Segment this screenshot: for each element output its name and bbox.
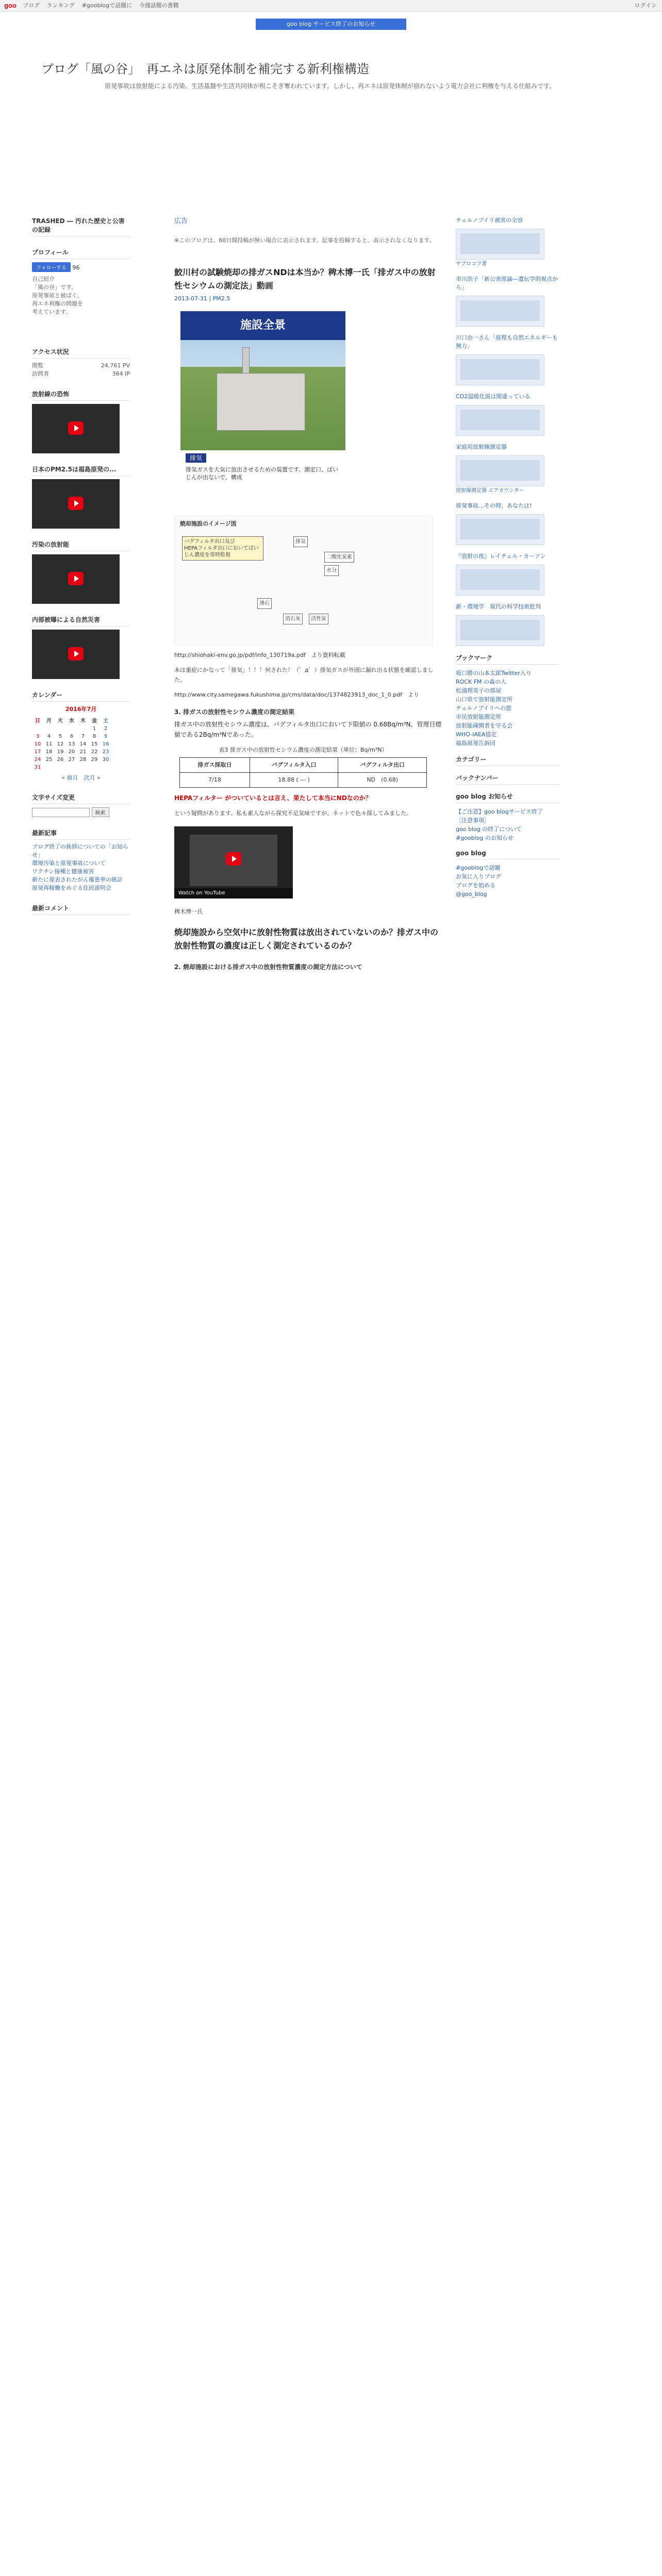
video-thumbnail[interactable] — [32, 630, 120, 679]
comments-title: 最新コメント — [32, 904, 130, 915]
table-header: バグフィルタ出口 — [338, 758, 427, 773]
blog-description: 原発事故は放射能による汚染、生活基盤や生活共同体が根こそぎ奪われています。しかし、再エネは原発体制が崩れないよう電力会社に利権を与える仕組みです。 — [104, 82, 556, 90]
goo-notice-link[interactable]: goo blog の終了について — [456, 826, 522, 833]
body-paragraph: 本は重症にかなって「排気」！！！何された！（゜д゜）排気ガスが外国に漏れ出る状態を確認しました。 — [174, 667, 434, 683]
recent-item[interactable]: 環境汚染と原発事故について — [32, 860, 106, 867]
calendar-day — [32, 725, 43, 733]
book-banner[interactable] — [456, 455, 544, 486]
calendar-day — [66, 764, 77, 771]
right-item-title[interactable]: 家庭用放射線測定器 — [456, 444, 507, 450]
goo-notice-link[interactable]: 【ご注意】goo blogサービス終了 — [456, 808, 543, 815]
recent-item[interactable]: ブログ終了の挨拶についての「お知らせ」 — [32, 843, 128, 858]
result-table — [179, 757, 427, 788]
caption-text: 排気ガスを大気に放出させるための装置です。測定口、ばいじんが出ないで、構成 — [186, 466, 339, 481]
source-link[interactable]: http://www.city.samegawa.fukushima.jp/cms/data/doc/1374823913_doc_1_0.pdf より — [174, 691, 419, 698]
bookmark-link[interactable]: WHO-IAEA協定 — [456, 731, 497, 738]
bookmark-title: ブックマーク — [456, 653, 559, 665]
access-title: アクセス状況 — [32, 347, 130, 359]
diagram-text: HEPAフィルタ出口においてばいじん濃度を常時監視 — [184, 546, 259, 558]
video-title[interactable]: 日本のPM2.5は福島原発の... — [32, 465, 130, 476]
table-cell: 18.88 ( ― ) — [250, 773, 338, 788]
calendar-day[interactable]: 18 — [45, 749, 53, 755]
profile-line: 再エネ利権の問題を — [32, 300, 83, 307]
main-content — [174, 216, 442, 974]
calendar-day[interactable]: 14 — [79, 741, 87, 747]
bookmark-link[interactable]: 松浦理英子の部屋 — [456, 687, 501, 694]
recent-item[interactable]: ワクチン接種と健康被害 — [32, 868, 94, 875]
goo-logo[interactable]: goo — [4, 2, 16, 9]
calendar-day — [43, 725, 55, 733]
calendar-day[interactable]: 28 — [79, 757, 87, 762]
diagram-label: 消石灰 — [283, 614, 303, 624]
top-link-ranking[interactable]: ランキング — [46, 2, 75, 9]
calendar-day — [100, 764, 111, 771]
table-header: 排ガス採取日 — [180, 758, 250, 773]
access-label: 訪問者 — [32, 370, 49, 377]
access-value: 24,761 PV — [101, 362, 130, 369]
diagram-label — [182, 536, 263, 561]
diagram-label: 沸石 — [257, 598, 272, 609]
play-icon[interactable] — [68, 647, 84, 660]
right-item[interactable] — [456, 393, 559, 436]
search-input[interactable] — [32, 808, 90, 817]
right-item[interactable] — [456, 502, 559, 545]
right-item-title[interactable]: チェルノブイリ被害の全容 — [456, 217, 523, 224]
facility-building — [217, 373, 305, 431]
calendar-table — [32, 715, 111, 771]
calendar-day[interactable]: 24 — [34, 757, 41, 762]
diagram-label: 排気 — [293, 536, 308, 547]
calendar-day[interactable]: 5 — [58, 734, 62, 739]
bookmark-link[interactable]: ROCK FM の森の人 — [456, 679, 507, 685]
calendar-day[interactable]: 26 — [57, 757, 64, 762]
calendar-day[interactable]: 1 — [92, 726, 96, 732]
diagram-label: 水分 — [324, 565, 339, 576]
profile-line: 考えています。 — [32, 309, 72, 315]
profile-title: プロフィール — [32, 248, 130, 259]
right-item[interactable] — [456, 552, 559, 596]
calendar-day — [89, 764, 100, 771]
recent-item[interactable]: 原発再稼働をめぐる住民説明会 — [32, 885, 111, 891]
trashed-title[interactable]: TRASHED ― 汚れた歴史と公害の記録 — [32, 216, 130, 236]
section-heading: 2. 焼却施設における排ガス中の放射性物質濃度の測定方法について — [174, 963, 362, 971]
article-heading: 焼却施設から空気中に放射性物質は放出されていないのか？排ガス中の放射性物質の濃度は正しく測定されているのか？ — [174, 927, 439, 951]
author-name: 稗木博一氏 — [174, 908, 203, 915]
play-icon[interactable] — [226, 852, 241, 866]
calendar-day — [66, 725, 77, 733]
follow-button[interactable]: フォローする — [32, 262, 71, 272]
book-banner[interactable] — [456, 615, 544, 646]
video-frame[interactable] — [190, 835, 277, 886]
calendar-day[interactable]: 29 — [91, 757, 98, 762]
calendar-day[interactable]: 30 — [102, 757, 109, 762]
expire-note: ※このブログは、60日間投稿が無い場合に表示されます。記事を投稿すると、表示されなくなります。 — [174, 237, 435, 244]
bookmark-link[interactable]: 坂口勝の山本太郎Twitter入り — [456, 670, 532, 676]
right-item-title[interactable]: 川口由一さん「原理も自然エネルギーも無力」 — [456, 334, 558, 349]
calendar-day[interactable]: 8 — [92, 734, 96, 739]
caption-head: 排気 — [186, 453, 206, 463]
diagram-title: 焼却施設のイメージ図 — [180, 520, 237, 527]
book-banner[interactable] — [456, 565, 544, 596]
calendar-day — [77, 764, 89, 771]
access-label: 閲覧 — [32, 362, 43, 369]
video-thumbnail[interactable] — [32, 404, 120, 453]
goo-notice-link[interactable]: #gooblog のお知らせ — [456, 835, 514, 841]
top-link-books[interactable]: 今週話題の書籍 — [139, 2, 179, 9]
play-icon[interactable] — [68, 497, 84, 510]
goo-blog-link[interactable]: #gooblogで話題 — [456, 865, 501, 871]
search-title: 文字サイズ変更 — [32, 793, 130, 804]
bookmark-list — [456, 669, 559, 748]
facility-diagram — [174, 515, 433, 645]
right-item-title[interactable]: 市川浩子「新公害原論―遺伝学的視点から」 — [456, 276, 558, 291]
video-thumbnail[interactable] — [32, 554, 120, 604]
bookmark-link[interactable]: 福島原発告訴団 — [456, 740, 495, 747]
highlight-question: HEPAフィルター がついているとは言え、果たして本当にNDなのか？ — [174, 794, 372, 802]
service-notice-link[interactable]: goo blog サービス終了のお知らせ — [256, 19, 406, 30]
calendar-day[interactable]: 19 — [57, 749, 64, 755]
book-banner[interactable] — [456, 229, 544, 260]
calendar-weekday: 土 — [103, 718, 108, 724]
result-text: 排ガス中の放射性セシウム濃度は、バグフィルタ出口において下限値の 0.68Bq/m³N、管理目標値である2Bq/m³Nであった。 — [174, 721, 442, 738]
goo-notice-link[interactable]: ［注意事項］ — [456, 817, 490, 824]
ad-label: 広告 — [174, 217, 188, 225]
calendar-day[interactable]: 6 — [70, 734, 74, 739]
calendar-weekday: 金 — [92, 718, 97, 724]
calendar-day[interactable]: 21 — [79, 749, 87, 755]
source-link[interactable]: http://shiohaki-env.go.jp/pdf/info_130719a.pdf より資料転載 — [174, 652, 345, 658]
calendar-day[interactable]: 13 — [68, 741, 75, 747]
right-item-title[interactable]: 新・環境学 現代の科学技術批判 — [456, 603, 541, 610]
section-heading: 3. 排ガスの放射性セシウム濃度の測定結果 — [174, 708, 294, 716]
profile-line: 原発事故と被ばく、 — [32, 292, 83, 299]
blog-title[interactable]: ブログ「風の谷」 再エネは原発体制を補完する新利権構造 — [41, 62, 369, 76]
right-item-caption[interactable]: 放射線測定器 エアカウンター — [456, 488, 524, 494]
calendar-day[interactable]: 9 — [104, 734, 108, 739]
table-caption: 表3 排ガス中の放射性セシウム濃度の測定結果（単位：Bq/m³N） — [219, 747, 388, 753]
bookmark-link[interactable]: 山口県で放射能測定所 — [456, 696, 512, 703]
calendar-day[interactable]: 16 — [102, 741, 109, 747]
right-item-title[interactable]: 原発事故…その時、あなたは! — [456, 502, 532, 509]
video-thumbnail[interactable] — [32, 479, 120, 529]
table-cell: ND (0.68) — [338, 773, 427, 788]
bookmark-link[interactable]: 放射能疎開者を守る会 — [456, 722, 512, 729]
calendar-day[interactable]: 22 — [91, 749, 98, 755]
goo-blog-link[interactable]: ブログを始める — [456, 882, 495, 889]
calendar-day[interactable]: 12 — [57, 741, 64, 747]
calendar-weekday: 日 — [35, 718, 40, 724]
backnumber-title: バックナンバー — [456, 773, 559, 785]
book-banner[interactable] — [456, 405, 544, 436]
calendar-weekday: 木 — [80, 718, 86, 724]
post-date[interactable]: 2013-07-31 | PM2.5 — [174, 295, 230, 302]
video-bar[interactable]: Watch on YouTube — [174, 888, 293, 899]
calendar-day[interactable]: 17 — [34, 749, 41, 755]
calendar-day[interactable]: 10 — [34, 741, 41, 747]
profile-line: 「風の谷」です。 — [32, 284, 77, 291]
right-item[interactable] — [456, 603, 559, 646]
calendar-day[interactable]: 15 — [91, 741, 98, 747]
calendar-day[interactable]: 25 — [45, 757, 53, 762]
calendar-day[interactable]: 2 — [104, 726, 108, 732]
play-icon[interactable] — [68, 421, 84, 435]
right-item[interactable] — [456, 275, 559, 327]
calendar-day — [55, 764, 66, 771]
top-bar — [0, 0, 662, 12]
table-header: バグフィルタ入口 — [250, 758, 338, 773]
facility-photo — [180, 311, 345, 497]
right-item-caption[interactable]: ヤブロコフ著 — [456, 261, 487, 267]
calendar-day[interactable]: 7 — [81, 734, 85, 739]
goo-blog-link[interactable]: お気に入りブログ — [456, 873, 501, 880]
category-title: カテゴリー — [456, 755, 559, 766]
bookmark-link[interactable]: チェルノブイリへの旅 — [456, 705, 512, 711]
calendar-weekday: 火 — [58, 718, 63, 724]
photo-banner: 施設全景 — [180, 311, 345, 340]
book-banner[interactable] — [456, 296, 544, 327]
embedded-video[interactable] — [174, 826, 293, 899]
diagram-text: バグフィルタ出口及び — [184, 539, 235, 545]
calendar-day[interactable]: 4 — [47, 734, 51, 739]
right-item[interactable] — [456, 443, 559, 495]
book-banner[interactable] — [456, 514, 544, 545]
calendar-weekday: 水 — [69, 718, 74, 724]
calendar-title: カレンダー — [32, 690, 130, 702]
recent-item[interactable]: 新たに発表されたがん罹患率の統計 — [32, 876, 123, 883]
right-item[interactable] — [456, 334, 559, 385]
diagram-label: 二酸化炭素 — [324, 552, 354, 563]
goo-blog-link[interactable]: @goo_blog — [456, 891, 487, 897]
goo-blog-title: goo blog — [456, 850, 559, 859]
calendar-day — [77, 725, 89, 733]
calendar-day[interactable]: 20 — [68, 749, 75, 755]
calendar-nav[interactable]: « 前月 次月 » — [61, 774, 101, 781]
calendar-day — [43, 764, 55, 771]
video-title[interactable]: 内部被曝による自然災害 — [32, 615, 130, 626]
calendar-day — [55, 725, 66, 733]
top-links — [23, 0, 184, 11]
body-paragraph: という疑問があります。私も素人ながら探究不足気味ですが、ネットで色々探してみました。 — [174, 810, 412, 817]
result-table-box — [174, 745, 432, 788]
calendar-day[interactable]: 27 — [68, 757, 75, 762]
goo-notice-title: goo blog お知らせ — [456, 792, 559, 803]
calendar-day[interactable]: 11 — [45, 741, 53, 747]
top-link-blog[interactable]: ブログ — [23, 2, 40, 9]
blog-header — [0, 41, 662, 124]
login-link[interactable]: ログイン — [634, 2, 657, 9]
calendar-day[interactable]: 31 — [34, 765, 41, 770]
table-cell: 7/18 — [180, 773, 250, 788]
service-notice — [0, 19, 662, 30]
access-value: 364 IP — [112, 370, 130, 377]
right-item[interactable] — [456, 216, 559, 268]
photo-caption — [180, 450, 345, 497]
calendar-day[interactable]: 23 — [102, 749, 109, 755]
right-item-title[interactable]: CO2温暖化説は間違っている — [456, 393, 531, 400]
calendar-month: 2016年7月 — [65, 706, 97, 713]
profile-line: 自己紹介 — [32, 276, 55, 282]
play-icon[interactable] — [68, 572, 84, 585]
left-sidebar — [32, 216, 130, 926]
goo-notice-list — [456, 807, 559, 842]
top-link-hashtag[interactable]: #gooblogで話題に — [81, 2, 133, 9]
follower-count: 96 — [72, 264, 80, 271]
recent-title: 最新記事 — [32, 828, 130, 840]
right-item-title[interactable]: 『放射の夜』レイチェル・カーソン — [456, 553, 546, 560]
diagram-label: 活性炭 — [309, 614, 328, 624]
book-banner[interactable] — [456, 354, 544, 385]
post-title[interactable]: 鮫川村の試験焼却の排ガスNDは本当か？稗木博一氏「排ガス中の放射性セシウムの測定法」動画 — [174, 267, 436, 291]
calendar-day[interactable]: 3 — [36, 734, 40, 739]
calendar-weekday: 月 — [46, 718, 52, 724]
video-title[interactable]: 汚染の放射能 — [32, 540, 130, 551]
bookmark-link[interactable]: 市民放射能測定所 — [456, 714, 501, 720]
search-button[interactable]: 検索 — [92, 807, 109, 817]
goo-blog-list — [456, 863, 559, 899]
video-title[interactable]: 放射線の恐怖 — [32, 389, 130, 401]
right-sidebar — [456, 216, 559, 899]
